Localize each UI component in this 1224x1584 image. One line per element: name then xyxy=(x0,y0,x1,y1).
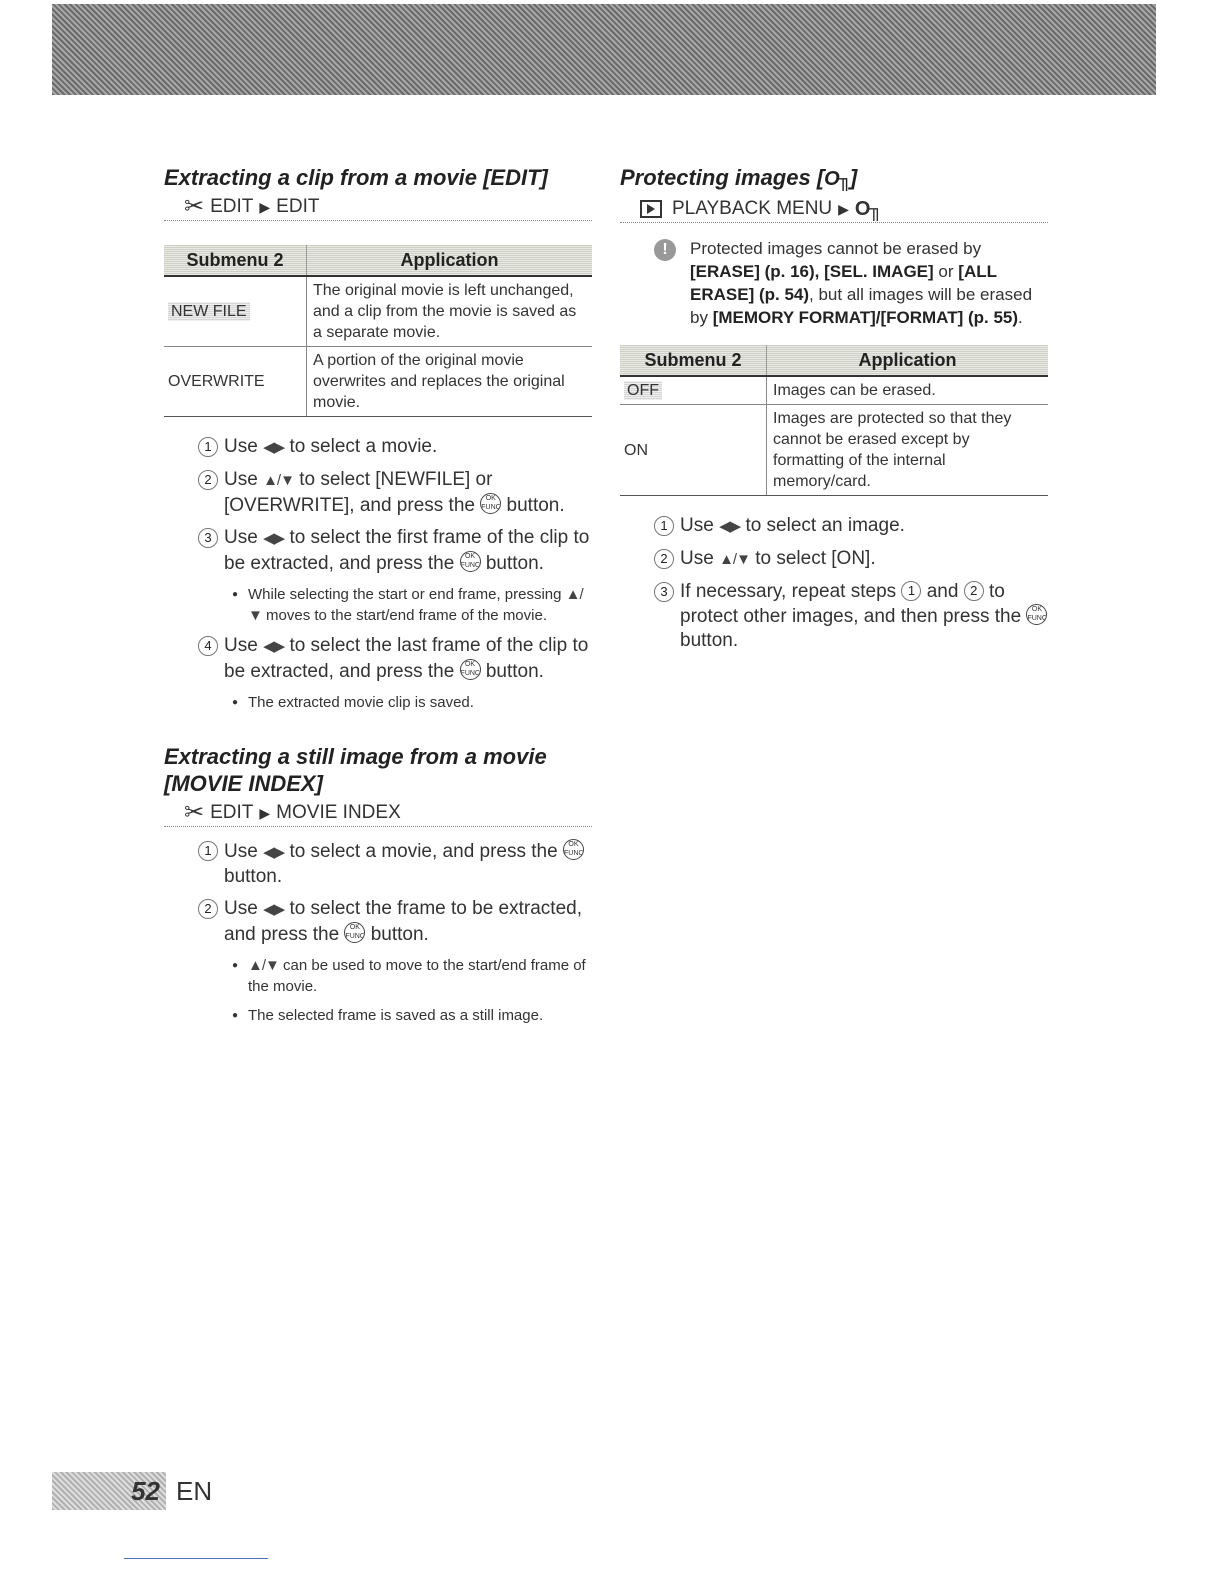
page-language: EN xyxy=(176,1475,213,1506)
scissors-icon: ✂ xyxy=(184,799,205,826)
left-right-arrows-icon: ◀▶ xyxy=(263,439,285,456)
ok-func-button-icon: OK FUNC xyxy=(460,659,481,680)
table-header-application: Application xyxy=(307,245,593,276)
option-new-file: NEW FILE xyxy=(168,302,250,321)
submenu-table-protect xyxy=(620,345,1048,496)
step-2: 2 Use ◀▶ to select the frame to be extracted, and press the OK FUNC button. ● ▲/▼ can be used to move to the start/end frame of the movie. ● The selected frame is saved as a still image. xyxy=(164,897,592,1026)
scissors-icon: ✂ xyxy=(184,193,205,220)
option-overwrite: OVERWRITE xyxy=(164,347,307,417)
page-number: 52 xyxy=(52,1472,166,1510)
breadcrumb-edit: ✂ EDIT ▶ EDIT xyxy=(164,193,592,221)
section-title-movie-index: Extracting a still image from a movie [MOVIE INDEX] xyxy=(164,744,547,796)
steps-edit xyxy=(164,435,592,713)
protect-key-icon: O╖ xyxy=(824,168,850,190)
ok-func-button-icon: OK FUNC xyxy=(460,551,481,572)
arrow-right-icon: ▶ xyxy=(838,201,849,217)
option-on: ON xyxy=(620,405,767,496)
section-title-protect: Protecting images [O╖] xyxy=(620,165,858,190)
footer-line xyxy=(124,1558,268,1559)
ok-func-button-icon: OK FUNC xyxy=(344,922,365,943)
bullet-note: ● The selected frame is saved as a still image. xyxy=(224,1005,592,1026)
table-row xyxy=(164,276,592,347)
option-description: Images are protected so that they cannot be erased except by formatting of the internal memory/card. xyxy=(767,405,1049,496)
step-3: 3 If necessary, repeat steps 1 and 2 to protect other images, and then press the OK FUNC button. xyxy=(620,580,1048,653)
step-4: 4 Use ◀▶ to select the last frame of the clip to be extracted, and press the OK FUNC button. ● The extracted movie clip is saved. xyxy=(164,634,592,713)
step-ref: 2 xyxy=(964,581,984,601)
table-row xyxy=(620,376,1048,405)
step-number: 3 xyxy=(198,528,218,548)
bullet-note: ● The extracted movie clip is saved. xyxy=(224,692,592,713)
step-ref: 1 xyxy=(901,581,921,601)
bullet-note: ● While selecting the start or end frame, pressing ▲/▼ moves to the start/end frame of the movie. xyxy=(224,584,592,626)
table-row xyxy=(164,347,592,417)
steps-movie-index xyxy=(164,839,592,1026)
option-description: A portion of the original movie overwrites and replaces the original movie. xyxy=(307,347,593,417)
bullet-note: ● ▲/▼ can be used to move to the start/end frame of the movie. xyxy=(224,955,592,997)
step-2: 2 Use ▲/▼ to select [NEWFILE] or [OVERWRITE], and press the OK FUNC button. xyxy=(164,468,592,518)
option-off: OFF xyxy=(624,381,662,400)
step-2: 2 Use ▲/▼ to select [ON]. xyxy=(620,547,1048,572)
table-header-submenu: Submenu 2 xyxy=(164,245,307,276)
left-right-arrows-icon: ◀▶ xyxy=(263,530,285,547)
up-down-arrows-icon: ▲/▼ xyxy=(248,957,279,974)
step-3: 3 Use ◀▶ to select the first frame of the clip to be extracted, and press the OK FUNC button. ● While selecting the start or end frame, pressing ▲/▼ moves to the start/end frame of the movie. xyxy=(164,526,592,626)
ok-func-button-icon: OK FUNC xyxy=(563,839,584,860)
breadcrumb-movie-index: ✂ EDIT ▶ MOVIE INDEX xyxy=(164,799,592,827)
step-number: 2 xyxy=(198,470,218,490)
left-right-arrows-icon: ◀▶ xyxy=(263,901,285,918)
caution-icon: ! xyxy=(654,239,676,261)
up-down-arrows-icon: ▲/▼ xyxy=(719,551,750,568)
left-right-arrows-icon: ◀▶ xyxy=(719,518,741,535)
step-number: 1 xyxy=(198,437,218,457)
step-number: 2 xyxy=(198,899,218,919)
arrow-right-icon: ▶ xyxy=(259,805,271,821)
table-row xyxy=(620,405,1048,496)
section-title-edit: Extracting a clip from a movie [EDIT] xyxy=(164,165,548,190)
table-header-submenu: Submenu 2 xyxy=(620,345,767,376)
step-number: 2 xyxy=(654,549,674,569)
playback-icon xyxy=(640,200,662,218)
breadcrumb-protect: PLAYBACK MENU ▶ O╖ xyxy=(620,195,1048,223)
left-column xyxy=(164,164,592,1034)
step-number: 1 xyxy=(198,841,218,861)
caution-note: ! Protected images cannot be erased by [ERASE] (p. 16), [SEL. IMAGE] or [ALL ERASE] (p. 54), but all images will be erased by [MEMORY FORMAT]/[FORMAT] (p. 55). xyxy=(620,237,1048,329)
up-down-arrows-icon: ▲/▼ xyxy=(248,586,583,624)
left-right-arrows-icon: ◀▶ xyxy=(263,844,285,861)
page-footer xyxy=(52,1472,212,1510)
option-description: The original movie is left unchanged, and a clip from the movie is saved as a separate movie. xyxy=(307,276,593,347)
table-header-application: Application xyxy=(767,345,1049,376)
steps-protect xyxy=(620,514,1048,653)
left-right-arrows-icon: ◀▶ xyxy=(263,638,285,655)
option-description: Images can be erased. xyxy=(767,376,1049,405)
step-number: 4 xyxy=(198,636,218,656)
up-down-arrows-icon: ▲/▼ xyxy=(263,472,294,489)
step-1: 1 Use ◀▶ to select a movie, and press the OK FUNC button. xyxy=(164,839,592,889)
protect-key-icon: O╖ xyxy=(854,198,881,220)
ok-func-button-icon: OK FUNC xyxy=(480,493,501,514)
step-number: 1 xyxy=(654,516,674,536)
step-1: 1 Use ◀▶ to select a movie. xyxy=(164,435,592,460)
right-column xyxy=(620,164,1048,661)
step-number: 3 xyxy=(654,582,674,602)
arrow-right-icon: ▶ xyxy=(259,199,271,215)
ok-func-button-icon: OK FUNC xyxy=(1026,604,1047,625)
top-banner xyxy=(52,4,1156,95)
submenu-table-edit xyxy=(164,245,592,417)
step-1: 1 Use ◀▶ to select an image. xyxy=(620,514,1048,539)
